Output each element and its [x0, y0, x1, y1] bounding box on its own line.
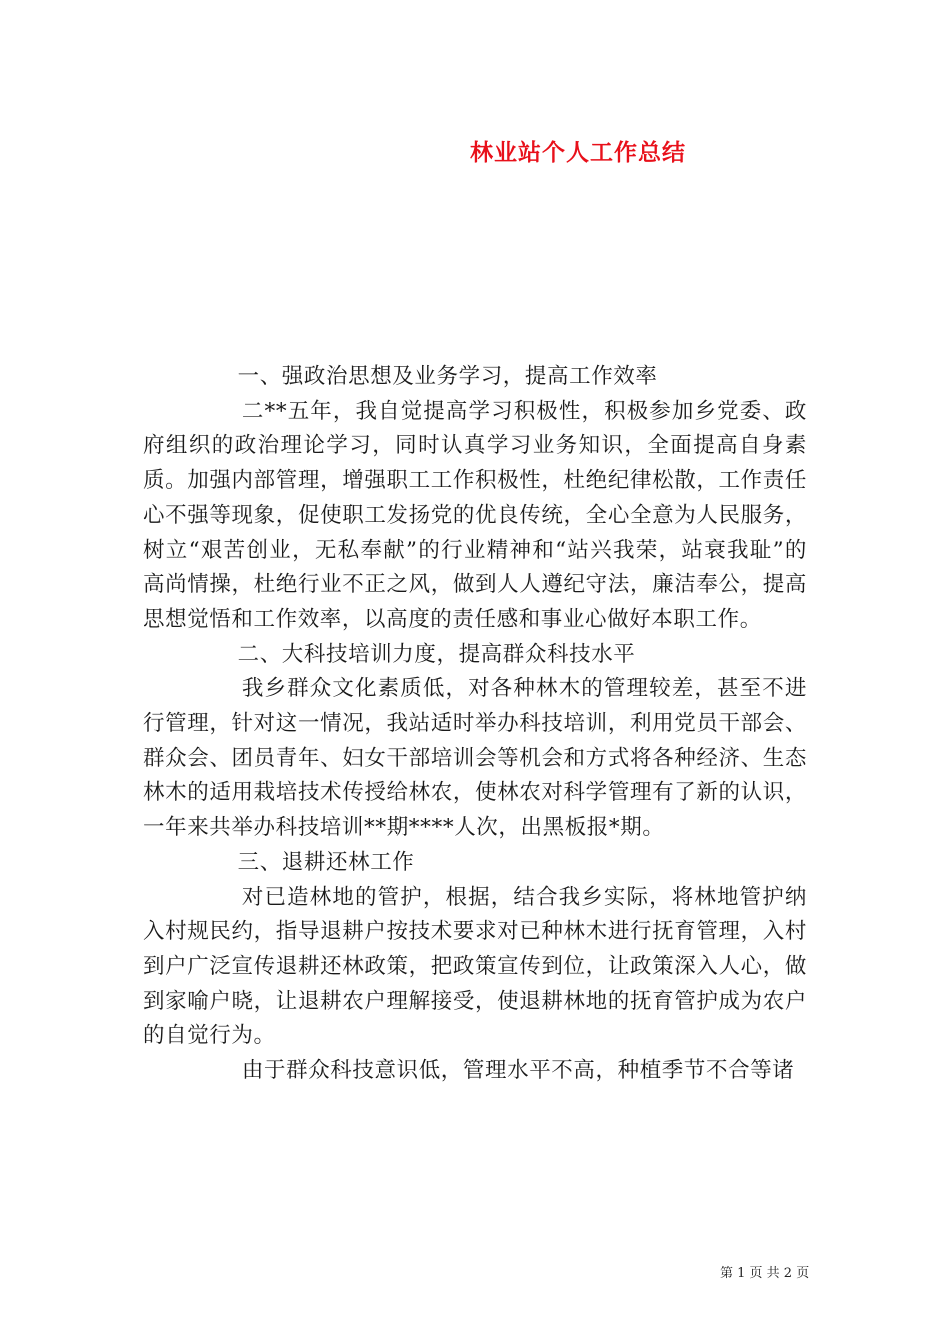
document-body	[143, 360, 807, 1089]
section-heading-3: 三、退耕还林工作	[237, 849, 415, 875]
section-3-paragraph-1: 对已造林地的管护，根据，结合我乡实际，将林地管护纳入村规民约，指导退耕户按技术要求对已种林木进行抚育管理，入村到户广泛宣传退耕还林政策，把政策宣传到位，让政策深入人心，做到家喻户晓，让退耕农户理解接受，使退耕林地的抚育管护成为农户的自觉行为。	[143, 884, 807, 1049]
page-footer: 第 1 页 共 2 页	[720, 1266, 810, 1281]
document-title: 林业站个人工作总结	[470, 140, 686, 166]
section-1-paragraph-1: 二**五年，我自觉提高学习积极性，积极参加乡党委、政府组织的政治理论学习，同时认真学习业务知识，全面提高自身素质。加强内部管理，增强职工工作积极性，杜绝纪律松散，工作责任心不强等现象，促使职工发扬党的优良传统，全心全意为人民服务，树立“艰苦创业，无私奉献”的行业精神和“站兴我荣，站衰我耻”的高尚情操，杜绝行业不正之风，做到人人遵纪守法，廉洁奉公，提高思想觉悟和工作效率，以高度的责任感和事业心做好本职工作。	[143, 398, 807, 632]
section-heading-1: 一、强政治思想及业务学习，提高工作效率	[237, 364, 658, 389]
section-2-paragraph-1: 我乡群众文化素质低，对各种林木的管理较差，甚至不进行管理，针对这一情况，我站适时举办科技培训，利用党员干部会、群众会、团员青年、妇女干部培训会等机会和方式将各种经济、生态林木的适用栽培技术传授给林农，使林农对科学管理有了新的认识，一年来共举办科技培训**期****人次，出黑板报*期。	[143, 676, 807, 841]
section-heading-2: 二、大科技培训力度，提高群众科技水平	[237, 641, 636, 667]
section-3-paragraph-2: 由于群众科技意识低，管理水平不高，种植季节不合等诸	[241, 1058, 795, 1084]
